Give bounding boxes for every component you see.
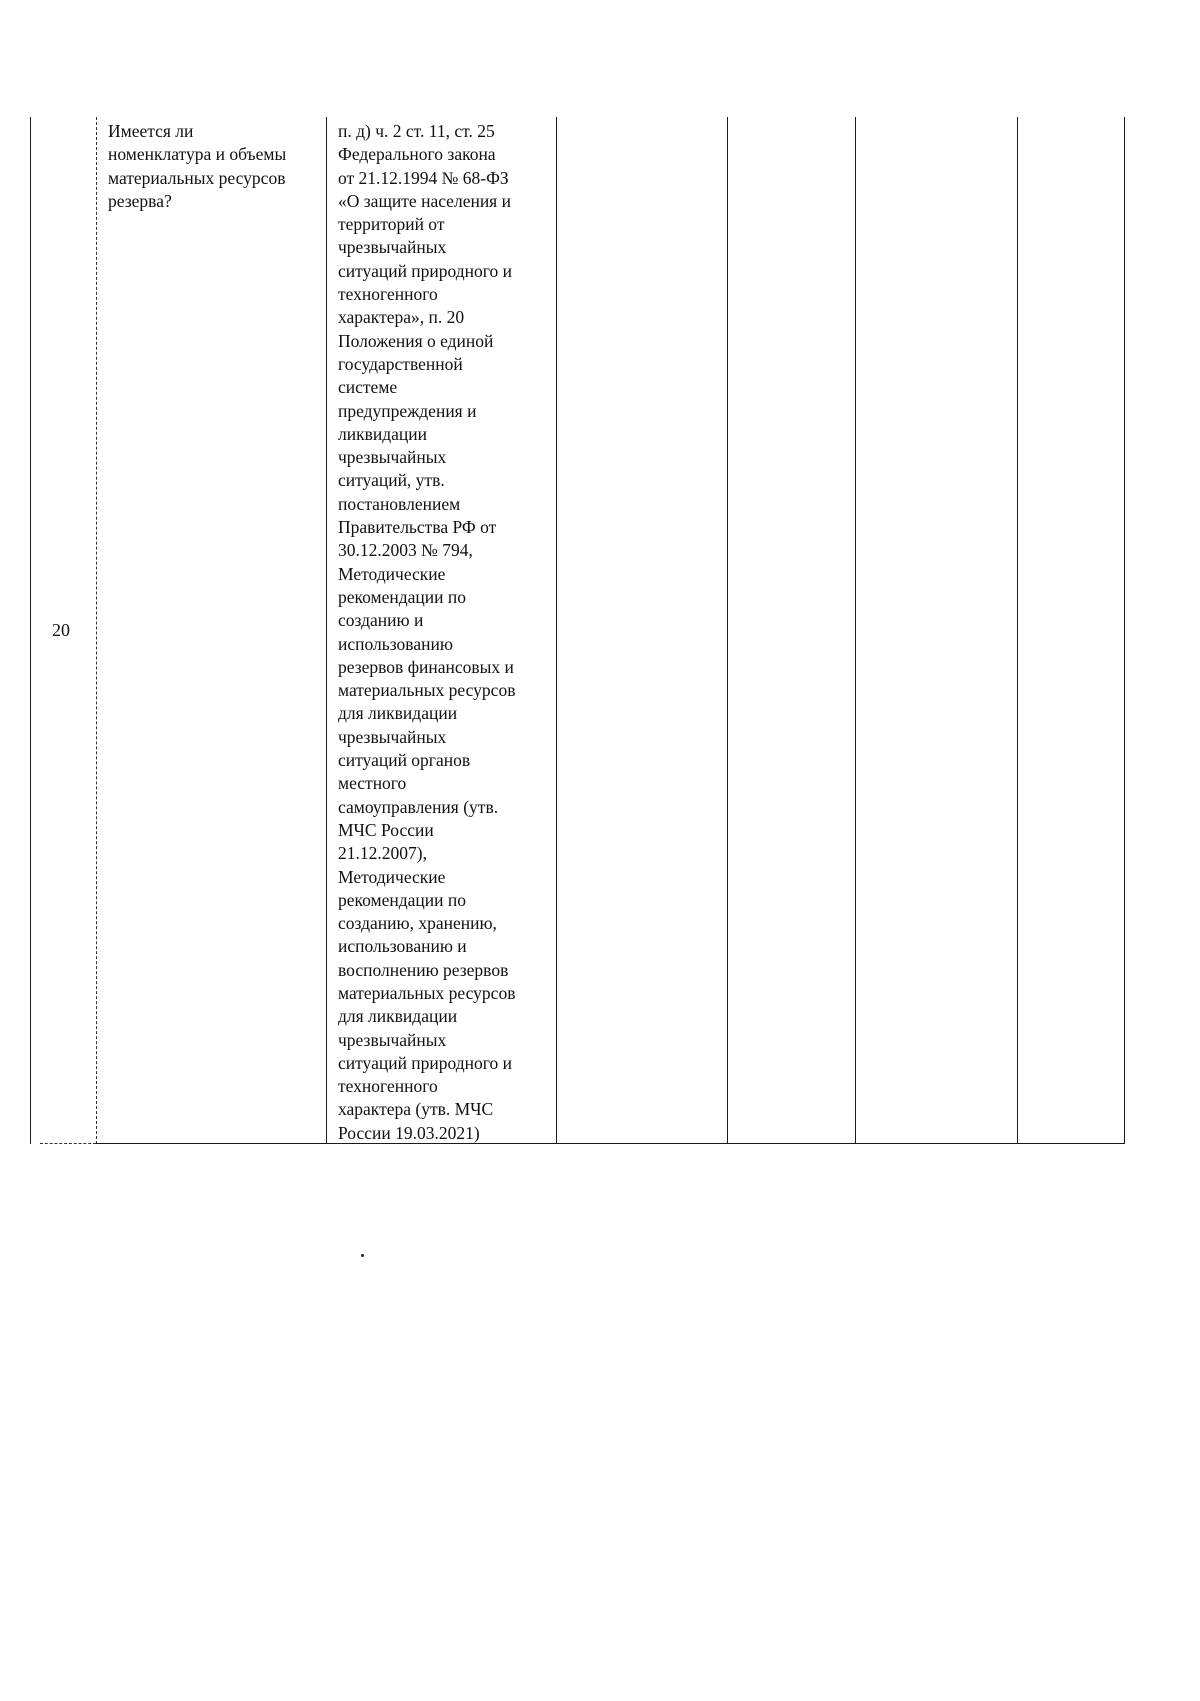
- legal_basis-line: для ликвидации: [338, 1006, 458, 1027]
- legal_basis-line: чрезвычайных: [338, 726, 447, 747]
- column-divider-empty-1: [727, 117, 728, 1144]
- legal_basis-line: Методические: [338, 866, 446, 887]
- legal_basis-line: государственной: [338, 353, 463, 374]
- column-divider-question: [326, 117, 327, 1144]
- column-divider-empty-3: [1017, 117, 1018, 1144]
- legal_basis-line: характера (утв. МЧС: [338, 1099, 494, 1120]
- legal_basis-line: Правительства РФ от: [338, 517, 497, 538]
- legal_basis-line: материальных ресурсов: [338, 982, 516, 1003]
- legal_basis-line: использованию: [338, 633, 453, 654]
- legal_basis-line: чрезвычайных: [338, 1029, 447, 1050]
- table-left-border: [30, 117, 31, 1144]
- scan-dot: [361, 1254, 364, 1257]
- legal_basis-line: чрезвычайных: [338, 237, 447, 258]
- legal_basis-line: МЧС России: [338, 819, 434, 840]
- table-bottom-border: [96, 1143, 1125, 1144]
- legal_basis-line: ситуаций природного и: [338, 1052, 513, 1073]
- legal_basis-line: 21.12.2007),: [338, 843, 427, 864]
- column-divider-legal: [556, 117, 557, 1144]
- column-divider-empty-2: [855, 117, 856, 1144]
- legal_basis-line: России 19.03.2021): [338, 1122, 480, 1143]
- legal_basis-line: Методические: [338, 563, 446, 584]
- legal_basis-line: «О защите населения и: [338, 190, 511, 211]
- table-right-border: [1124, 117, 1125, 1144]
- legal_basis-line: системе: [338, 377, 398, 398]
- legal_basis-line: ситуаций, утв.: [338, 470, 445, 491]
- column-divider-number: [96, 117, 97, 1144]
- legal_basis-line: материальных ресурсов: [338, 680, 516, 701]
- legal_basis-line: ситуаций органов: [338, 750, 471, 771]
- legal_basis-line: созданию, хранению,: [338, 913, 497, 934]
- legal_basis-line: созданию и: [338, 610, 424, 631]
- legal_basis-line: ситуаций природного и: [338, 260, 513, 281]
- legal_basis-line: постановлением: [338, 493, 461, 514]
- legal_basis-line: техногенного: [338, 1076, 438, 1097]
- question-line: Имеется ли: [108, 121, 194, 141]
- legal-basis-cell: [338, 120, 515, 1145]
- legal_basis-line: местного: [338, 773, 407, 794]
- legal_basis-line: резервов финансовых и: [338, 656, 514, 677]
- legal_basis-line: от 21.12.1994 № 68-ФЗ: [338, 167, 509, 188]
- question-line: номенклатура и объемы: [108, 144, 287, 165]
- legal_basis-line: для ликвидации: [338, 703, 458, 724]
- row-number: 20: [52, 620, 70, 640]
- legal_basis-line: использованию и: [338, 936, 467, 957]
- legal_basis-line: восполнению резервов: [338, 959, 509, 980]
- question-line: материальных ресурсов: [108, 167, 286, 188]
- legal_basis-line: чрезвычайных: [338, 447, 447, 468]
- table-bottom-border-dashed: [40, 1143, 96, 1144]
- legal_basis-line: рекомендации по: [338, 586, 467, 607]
- legal_basis-line: Положения о единой: [338, 330, 494, 351]
- legal_basis-line: характера», п. 20: [338, 307, 465, 328]
- legal_basis-line: 30.12.2003 № 794,: [338, 540, 473, 561]
- legal_basis-line: Федерального закона: [338, 144, 496, 165]
- legal_basis-line: техногенного: [338, 284, 438, 305]
- legal_basis-line: предупреждения и: [338, 400, 477, 421]
- legal_basis-line: ликвидации: [338, 423, 427, 444]
- legal_basis-line: территорий от: [338, 214, 445, 235]
- legal_basis-line: п. д) ч. 2 ст. 11, ст. 25: [338, 121, 495, 141]
- question-line: резерва?: [108, 190, 172, 211]
- legal_basis-line: рекомендации по: [338, 889, 467, 910]
- question-cell: [108, 120, 286, 213]
- legal_basis-line: самоуправления (утв.: [338, 796, 499, 817]
